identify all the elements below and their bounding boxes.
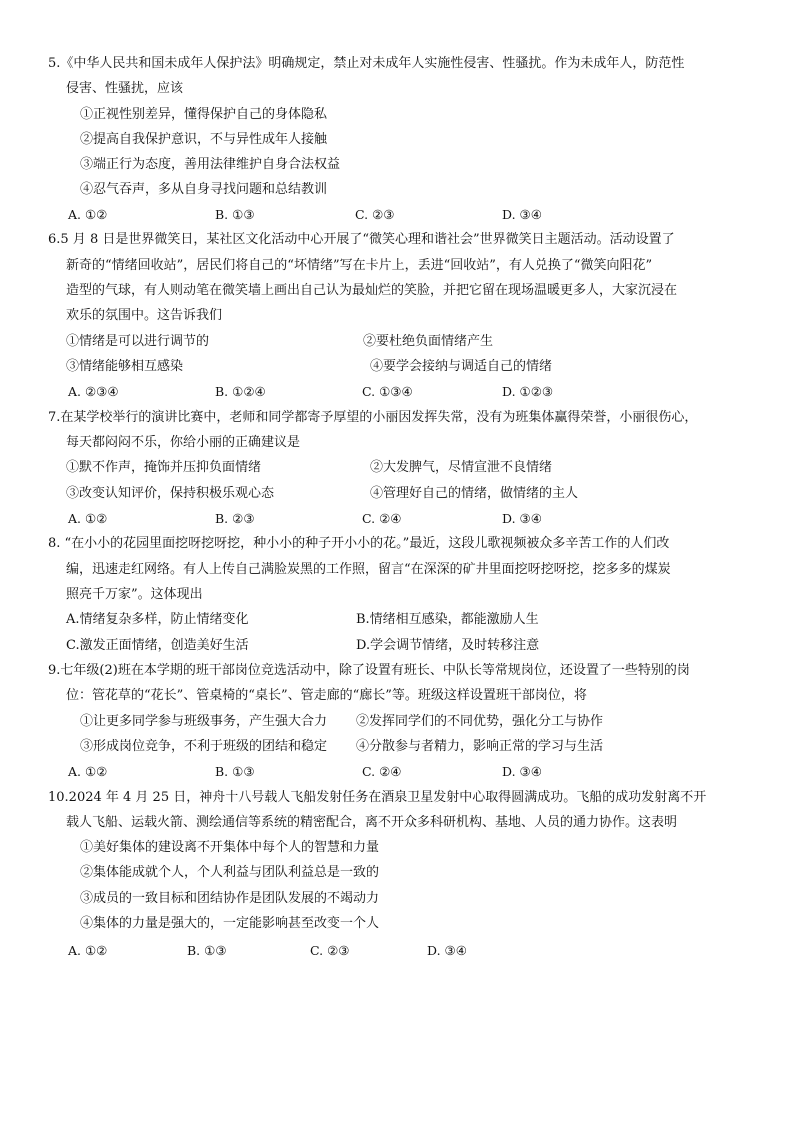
question-5-statement-4: ④忍气吞声，多从自身寻找问题和总结教训 bbox=[80, 182, 328, 197]
question-10-statement-3: ③成员的一致目标和团结协作是团队发展的不竭动力 bbox=[80, 891, 380, 906]
question-5-option-c: C. ②③ bbox=[355, 207, 395, 222]
question-6-option-b: B. ①②④ bbox=[215, 384, 266, 399]
question-10-stem-line-1: 10.2024 年 4 月 25 日，神舟十八号载人飞船发射任务在酒泉卫星发射中心取得圆满成功。飞船的成功发射离不开 bbox=[48, 790, 707, 805]
question-9-option-d: D. ③④ bbox=[502, 764, 542, 779]
question-5-statement-1: ①正视性别差异，懂得保护自己的身体隐私 bbox=[80, 107, 328, 122]
question-5-option-b: B. ①③ bbox=[215, 207, 255, 222]
question-5-stem-line-2: 侵害、性骚扰，应该 bbox=[66, 81, 184, 96]
question-7-statement-2: ②大发脾气，尽情宣泄不良情绪 bbox=[370, 460, 553, 475]
question-5-option-a: A. ①② bbox=[68, 207, 108, 222]
question-9-option-a: A. ①② bbox=[68, 764, 108, 779]
question-7-statement-1: ①默不作声，掩饰并压抑负面情绪 bbox=[66, 460, 262, 475]
question-8-option-b: B.情绪相互感染，都能激励人生 bbox=[356, 612, 539, 627]
question-8-stem-line-3: 照亮千万家”。这体现出 bbox=[66, 587, 203, 602]
question-6-stem-line-3: 造型的气球，有人则动笔在微笑墙上画出自己认为最灿烂的笑脸，并把它留在现场温暖更多人，大家沉浸在 bbox=[66, 283, 678, 298]
question-8-option-d: D.学会调节情绪，及时转移注意 bbox=[356, 638, 540, 653]
question-7-option-c: C. ②④ bbox=[362, 511, 402, 526]
question-7-option-b: B. ②③ bbox=[215, 511, 255, 526]
question-7-option-a: A. ①② bbox=[68, 511, 108, 526]
question-6-statement-3: ③情绪能够相互感染 bbox=[66, 359, 184, 374]
question-8-stem-line-1: 8. “在小小的花园里面挖呀挖呀挖，种小小的种子开小小的花。”最近，这段儿歌视频被众多辛苦工作的人们改 bbox=[48, 536, 670, 551]
question-6-statement-2: ②要杜绝负面情绪产生 bbox=[363, 334, 494, 349]
question-6-statement-4: ④要学会接纳与调适自己的情绪 bbox=[370, 359, 553, 374]
question-9-stem-line-2: 位：管花草的“花长”、管桌椅的“桌长”、管走廊的“廊长”等。班级这样设置班干部岗位，将 bbox=[66, 688, 587, 703]
question-8-option-a: A.情绪复杂多样，防止情绪变化 bbox=[66, 612, 249, 627]
question-9-statement-1: ①让更多同学参与班级事务，产生强大合力 bbox=[80, 714, 328, 729]
question-6-option-d: D. ①②③ bbox=[502, 384, 554, 399]
question-10-option-a: A. ①② bbox=[68, 943, 108, 958]
question-9-statement-2: ②发挥同学们的不同优势，强化分工与协作 bbox=[356, 714, 604, 729]
question-10-statement-1: ①美好集体的建设离不开集体中每个人的智慧和力量 bbox=[80, 840, 380, 855]
question-10-option-d: D. ③④ bbox=[427, 943, 467, 958]
question-7-option-d: D. ③④ bbox=[502, 511, 542, 526]
question-10-stem-line-2: 载人飞船、运载火箭、测绘通信等系统的精密配合，离不开众多科研机构、基地、人员的通力协作。这表明 bbox=[66, 815, 678, 830]
question-6-stem-line-4: 欢乐的氛围中。这告诉我们 bbox=[66, 308, 223, 323]
question-7-statement-4: ④管理好自己的情绪，做情绪的主人 bbox=[370, 486, 579, 501]
question-6-statement-1: ①情绪是可以进行调节的 bbox=[66, 334, 210, 349]
question-10-option-c: C. ②③ bbox=[310, 943, 350, 958]
question-6-option-a: A. ②③④ bbox=[68, 384, 119, 399]
question-9-option-c: C. ②④ bbox=[362, 764, 402, 779]
question-5-stem-line-1: 5.《中华人民共和国未成年人保护法》明确规定，禁止对未成年人实施性侵害、性骚扰。作为未成年人，防范性 bbox=[48, 56, 685, 71]
question-5-statement-2: ②提高自我保护意识，不与异性成年人接触 bbox=[80, 132, 328, 147]
question-10-option-b: B. ①③ bbox=[187, 943, 227, 958]
question-5-statement-3: ③端正行为态度，善用法律维护自身合法权益 bbox=[80, 157, 341, 172]
question-8-stem-line-2: 编，迅速走红网络。有人上传自己满脸炭黑的工作照，留言“在深深的矿井里面挖呀挖呀挖，挖多多的煤炭 bbox=[66, 562, 671, 577]
question-9-option-b: B. ①③ bbox=[215, 764, 255, 779]
question-10-statement-2: ②集体能成就个人，个人利益与团队利益总是一致的 bbox=[80, 865, 380, 880]
question-9-stem-line-1: 9.七年级(2)班在本学期的班干部岗位竞选活动中，除了设置有班长、中队长等常规岗位，还设置了一些特别的岗 bbox=[48, 663, 690, 678]
question-9-statement-3: ③形成岗位竞争，不利于班级的团结和稳定 bbox=[80, 739, 328, 754]
question-7-stem-line-1: 7.在某学校举行的演讲比赛中，老师和同学都寄予厚望的小丽因发挥失常，没有为班集体赢得荣誉，小丽很伤心， bbox=[48, 410, 698, 425]
question-10-statement-4: ④集体的力量是强大的，一定能影响甚至改变一个人 bbox=[80, 916, 380, 931]
question-6-stem-line-1: 6.5 月 8 日是世界微笑日，某社区文化活动中心开展了“微笑心理和谐社会”世界微笑日主题活动。活动设置了 bbox=[48, 232, 675, 247]
question-7-statement-3: ③改变认知评价，保持积极乐观心态 bbox=[66, 486, 275, 501]
question-8-option-c: C.激发正面情绪，创造美好生活 bbox=[66, 638, 249, 653]
question-9-statement-4: ④分散参与者精力，影响正常的学习与生活 bbox=[356, 739, 604, 754]
question-6-option-c: C. ①③④ bbox=[362, 384, 413, 399]
question-5-option-d: D. ③④ bbox=[502, 207, 542, 222]
question-7-stem-line-2: 每天都闷闷不乐，你给小丽的正确建议是 bbox=[66, 435, 301, 450]
question-6-stem-line-2: 新奇的“情绪回收站”，居民们将自己的“坏情绪”写在卡片上，丢进“回收站”，有人兑换了“微笑向阳花” bbox=[66, 258, 653, 273]
